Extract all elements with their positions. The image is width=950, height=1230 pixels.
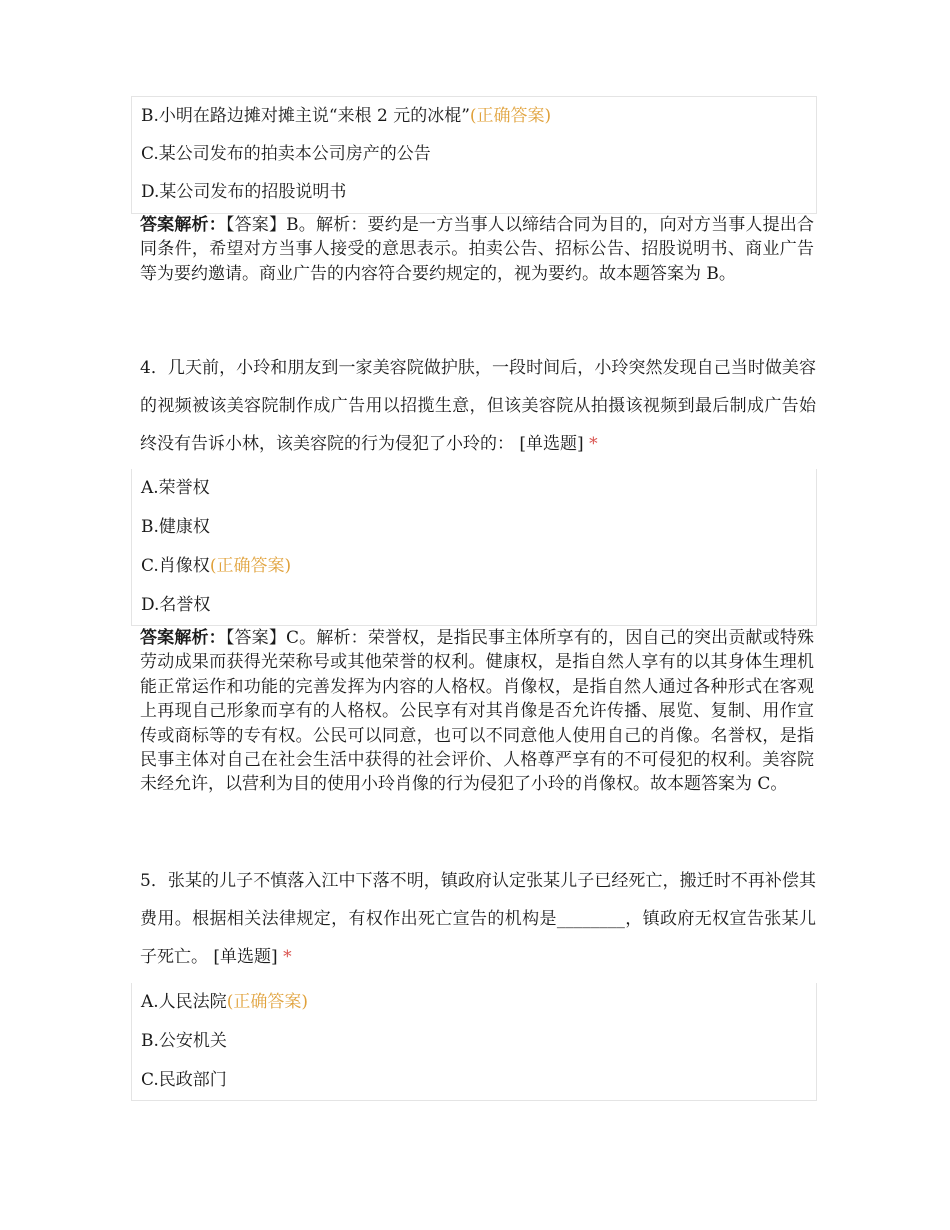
q5-option-b[interactable] [141, 1030, 227, 1052]
question-text: 4．几天前，小玲和朋友到一家美容院做护肤，一段时间后，小玲突然发现自己当时做美容的视频被该美容院制作成广告用以招揽生意，但该美容院从拍摄该视频到最后制成广告始终没有告诉小林，该美容院的行为侵犯了小玲的： [单选题] [140, 358, 816, 454]
q3-option-c[interactable] [141, 143, 431, 165]
q4-option-a[interactable] [141, 477, 210, 499]
correct-answer-mark: (正确答案) [209, 556, 292, 576]
q4-option-d[interactable] [141, 594, 210, 616]
q5-question [140, 862, 816, 976]
option-text: A.荣誉权 [141, 478, 210, 498]
option-text: D.某公司发布的招股说明书 [141, 182, 347, 202]
q3-option-d[interactable] [141, 181, 346, 203]
required-mark: * [283, 947, 292, 967]
q4-question [140, 349, 816, 463]
q3-analysis [140, 213, 814, 286]
q5-option-a[interactable] [141, 991, 308, 1013]
q4-options-box [131, 469, 817, 626]
q4-option-c[interactable] [141, 555, 291, 577]
correct-answer-mark: (正确答案) [226, 992, 308, 1012]
option-text: C.民政部门 [141, 1070, 227, 1090]
option-text: A.人民法院 [141, 992, 227, 1012]
q5-option-c[interactable] [141, 1069, 227, 1091]
q5-options-box [131, 983, 817, 1101]
option-text: C.某公司发布的拍卖本公司房产的公告 [141, 144, 431, 164]
option-text: D.名誉权 [141, 595, 211, 615]
analysis-label: 答案解析： [140, 215, 226, 235]
required-mark: * [589, 434, 598, 454]
option-text: B.小明在路边摊对摊主说“来根 2 元的冰棍” [141, 106, 470, 126]
correct-answer-mark: (正确答案) [469, 106, 552, 126]
analysis-text: 【答案】B。解析：要约是一方当事人以缔结合同为目的，向对方当事人提出合同条件，希望对方当事人接受的意思表示。拍卖公告、招标公告、招股说明书、商业广告等为要约邀请。商业广告的内容符合要约规定的，视为要约。故本题答案为 B。 [140, 215, 814, 284]
option-text: B.公安机关 [141, 1031, 227, 1051]
option-text: B.健康权 [141, 517, 210, 537]
q4-option-b[interactable] [141, 516, 210, 538]
question-text: 5．张某的儿子不慎落入江中下落不明，镇政府认定张某儿子已经死亡，搬迁时不再补偿其费用。根据相关法律规定，有权作出死亡宣告的机构是________，镇政府无权宣告张某儿子死亡。 [单选题] [140, 871, 816, 967]
q3-option-b[interactable] [141, 105, 551, 127]
analysis-text: 【答案】C。解析：荣誉权，是指民事主体所享有的，因自己的突出贡献或特殊劳动成果而获得光荣称号或其他荣誉的权利。健康权，是指自然人享有的以其身体生理机能正常运作和功能的完善发挥为内容的人格权。肖像权，是指自然人通过各种形式在客观上再现自己形象而享有的人格权。公民享有对其肖像是否允许传播、展览、复制、用作宣传或商标等的专有权。公民可以同意，也可以不同意他人使用自己的肖像。名誉权，是指民事主体对自己在社会生活中获得的社会评价、人格尊严享有的不可侵犯的权利。美容院未经允许，以营利为目的使用小玲肖像的行为侵犯了小玲的肖像权。故本题答案为 C。 [140, 628, 815, 795]
q3-options-box [131, 96, 817, 214]
q4-analysis [140, 626, 814, 797]
analysis-label: 答案解析： [140, 628, 226, 648]
option-text: C.肖像权 [141, 556, 210, 576]
